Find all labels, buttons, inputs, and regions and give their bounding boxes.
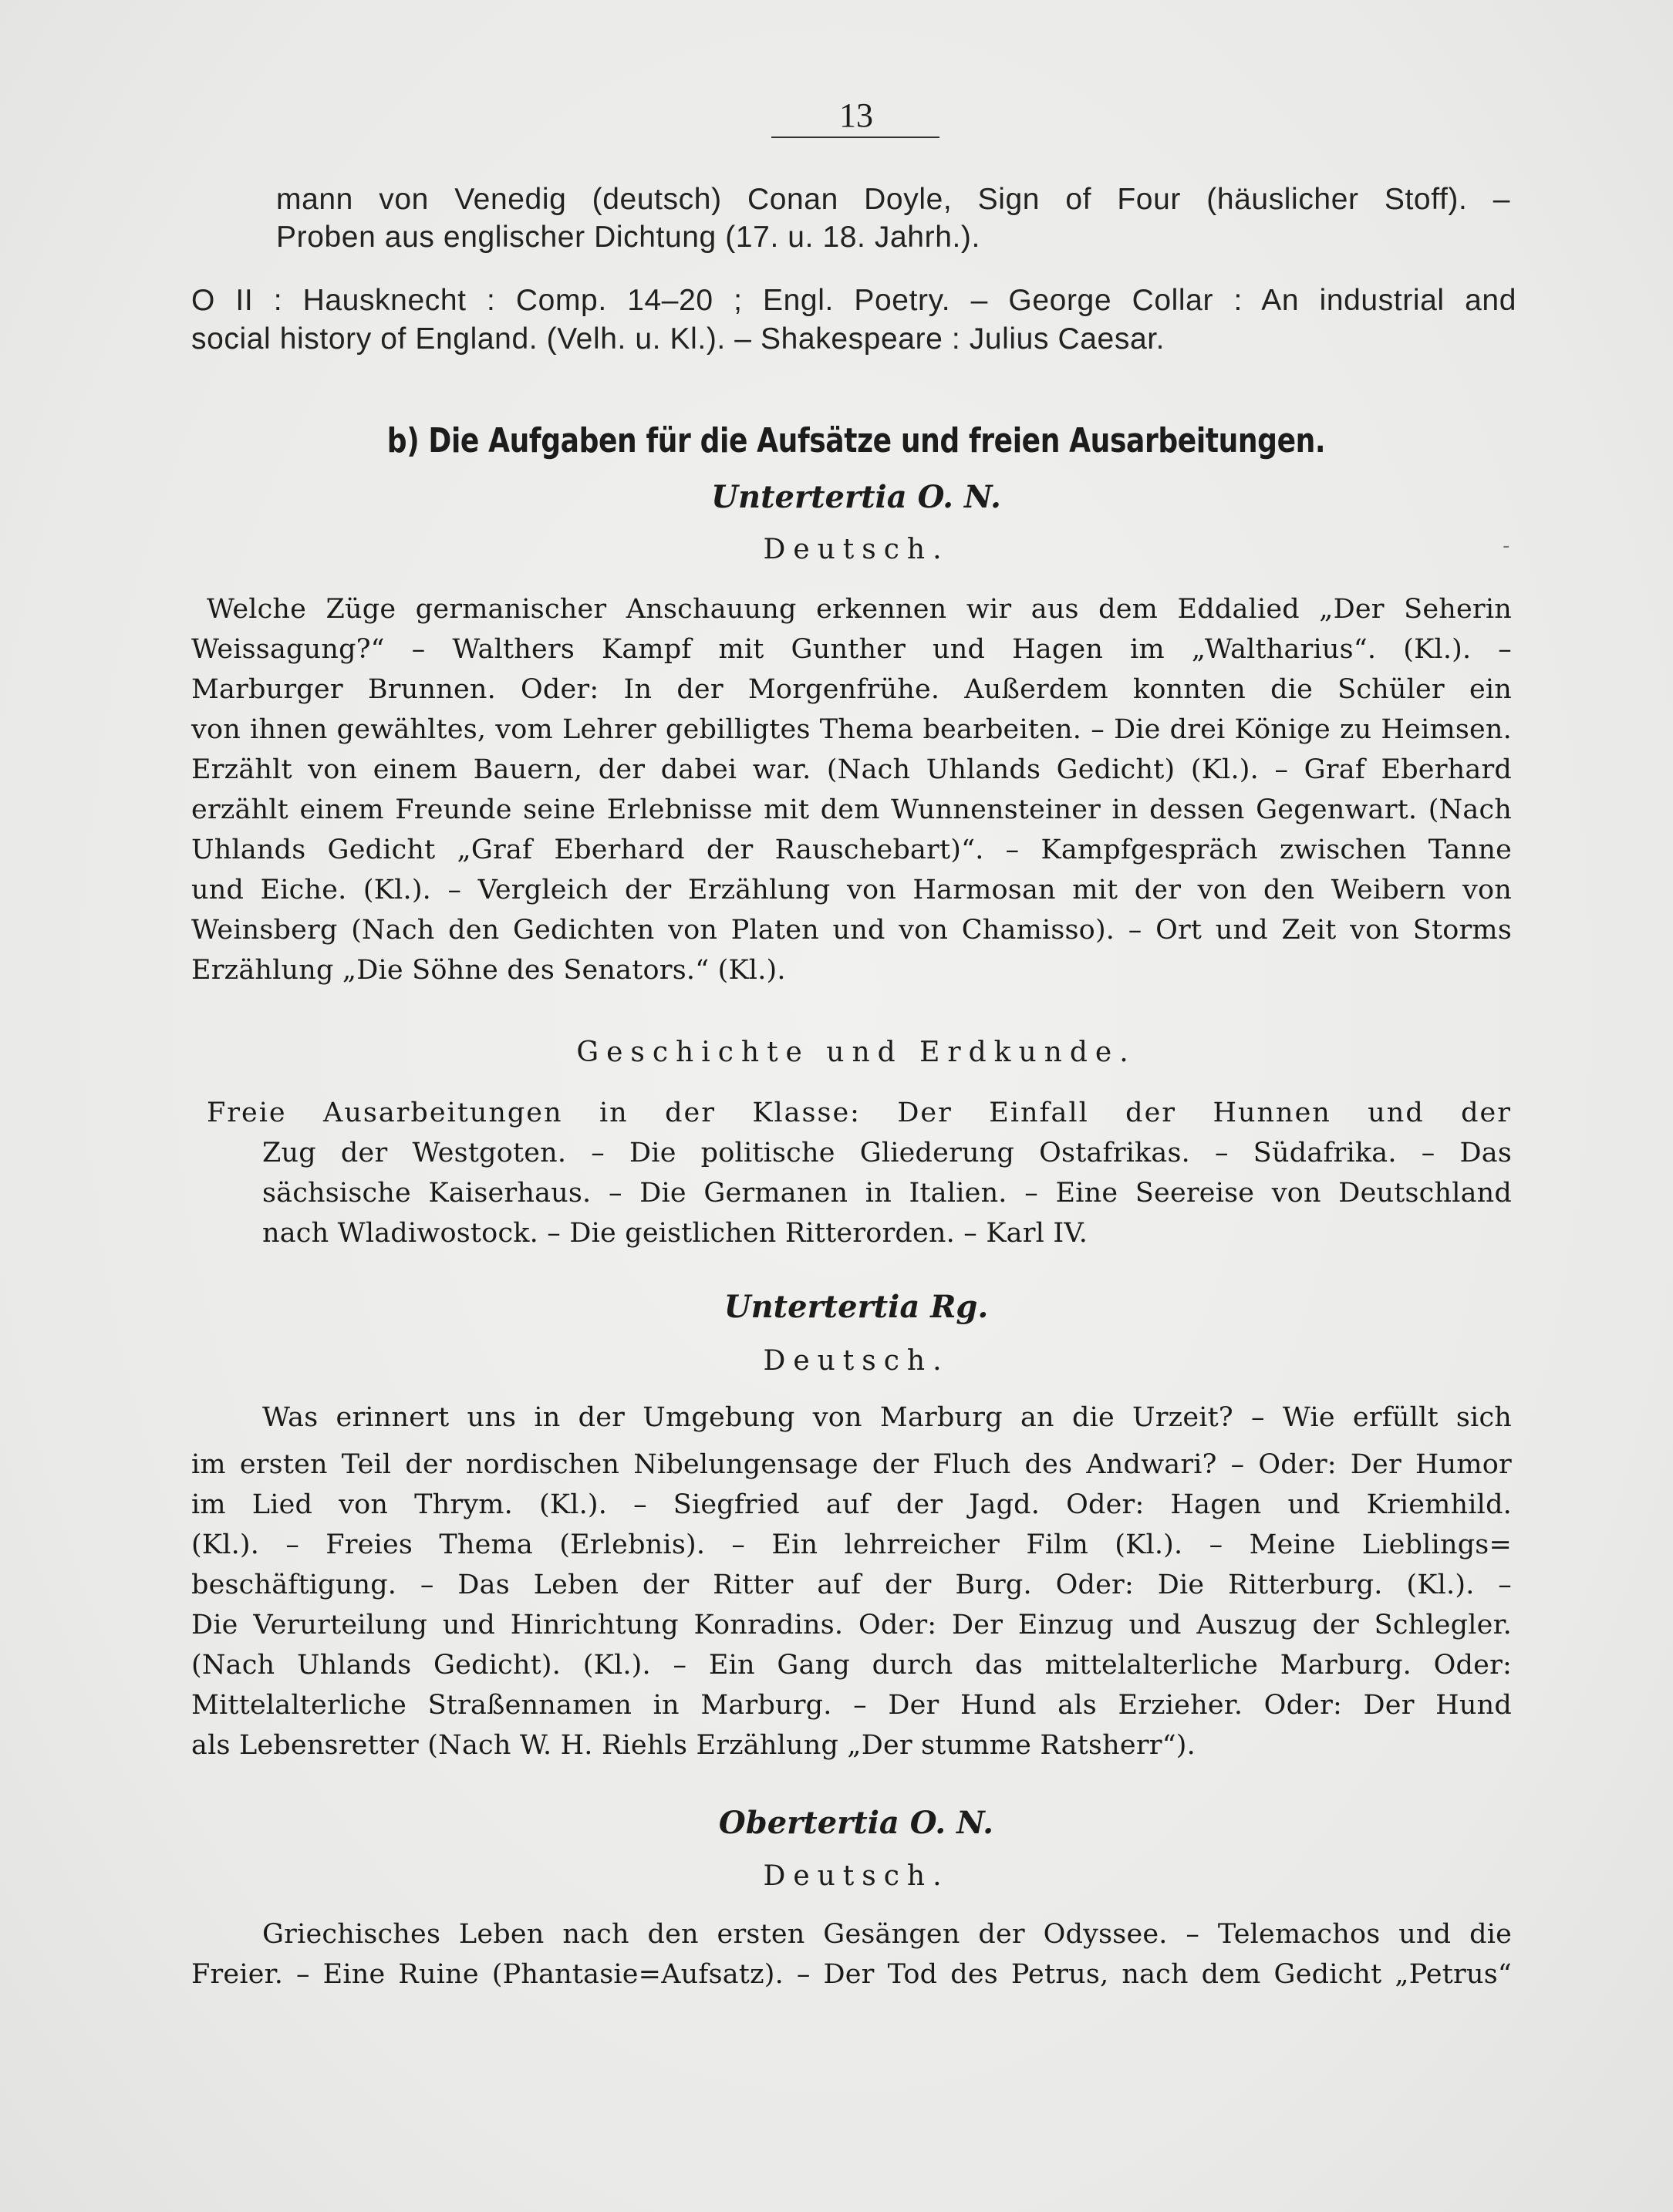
text-line: Erzählung „Die Söhne des Senators.“ (Kl.).: [191, 955, 786, 986]
text-line: von ihnen gewähltes, vom Lehrer gebilligtes Thema bearbeiten. – Die drei Könige zu Heimsen.: [191, 714, 1512, 745]
text-line: Griechisches Leben nach den ersten Gesängen der Odyssee. – Telemachos und die: [262, 1919, 1512, 1950]
text-line: Mittelalterliche Straßennamen in Marburg. – Der Hund als Erzieher. Oder: Der Hund: [191, 1690, 1512, 1721]
text-line: erzählt einem Freunde seine Erlebnisse mit dem Wunnensteiner in dessen Gegenwart. (Nach: [191, 794, 1512, 825]
oii-reading-line: social history of England. (Velh. u. Kl.). – Shakespeare : Julius Caesar.: [191, 322, 1165, 356]
text-line: nach Wladiwostock. – Die geistlichen Ritterorden. – Karl IV.: [262, 1218, 1088, 1249]
margin-tick: -: [1503, 534, 1510, 558]
text-line: Die Verurteilung und Hinrichtung Konradins. Oder: Der Einzug und Auszug der Schlegler.: [191, 1610, 1512, 1640]
class-heading-untertertia-rg: Untertertia Rg.: [724, 1289, 989, 1325]
page-number-rule: [771, 137, 939, 138]
text-line: Zug der Westgoten. – Die politische Gliederung Ostafrikas. – Südafrika. – Das: [262, 1138, 1512, 1168]
text-line: Weinsberg (Nach den Gedichten von Platen und von Chamisso). – Ort und Zeit von Storms: [191, 915, 1512, 946]
class-heading-obertertia-on: Obertertia O. N.: [718, 1805, 994, 1841]
text-line: Freie Ausarbeitungen in der Klasse: Der Einfall der Hunnen und der: [207, 1098, 1512, 1128]
subject-deutsch: Deutsch.: [763, 1345, 949, 1377]
text-line: als Lebensretter (Nach W. H. Riehls Erzählung „Der stumme Ratsherr“).: [191, 1730, 1196, 1761]
text-line: (Kl.). – Freies Thema (Erlebnis). – Ein lehrreicher Film (Kl.). – Meine Lieblings=: [191, 1529, 1512, 1560]
text-line: im Lied von Thrym. (Kl.). – Siegfried auf der Jagd. Oder: Hagen und Kriemhild.: [191, 1489, 1512, 1520]
text-line: Marburger Brunnen. Oder: In der Morgenfrühe. Außerdem konnten die Schüler ein: [191, 674, 1512, 705]
text-line: beschäftigung. – Das Leben der Ritter auf der Burg. Oder: Die Ritterburg. (Kl.). –: [191, 1570, 1512, 1600]
text-line: Freier. – Eine Ruine (Phantasie=Aufsatz). – Der Tod des Petrus, nach dem Gedicht „Petrus“: [191, 1959, 1512, 1990]
page-number: 13: [839, 96, 873, 134]
text-line: sächsische Kaiserhaus. – Die Germanen in Italien. – Eine Seereise von Deutschland: [262, 1178, 1512, 1209]
text-line: Weissagung?“ – Walthers Kampf mit Gunther und Hagen im „Waltharius“. (Kl.). –: [191, 634, 1512, 665]
text-line: im ersten Teil der nordischen Nibelungensage der Fluch des Andwari? – Oder: Der Humor: [191, 1449, 1512, 1480]
text-line: Uhlands Gedicht „Graf Eberhard der Rauschebart)“. – Kampfgespräch zwischen Tanne: [191, 835, 1512, 865]
class-heading-untertertia-on: Untertertia O. N.: [711, 479, 1001, 515]
oii-reading-line: O II : Hausknecht : Comp. 14–20 ; Engl. Poetry. – George Collar : An industrial and: [191, 284, 1516, 317]
section-heading: b) Die Aufgaben für die Aufsätze und freien Ausarbeitungen.: [386, 421, 1326, 460]
subject-deutsch: Deutsch.: [763, 1860, 949, 1892]
text-line: (Nach Uhlands Gedicht). (Kl.). – Ein Gang durch das mittelalterliche Marburg. Oder:: [191, 1650, 1512, 1681]
english-reading-line: Proben aus englischer Dichtung (17. u. 18. Jahrh.).: [276, 221, 980, 254]
text-line: und Eiche. (Kl.). – Vergleich der Erzählung von Harmosan mit der von den Weibern von: [191, 875, 1512, 905]
subject-geschichte-erdkunde: Geschichte und Erdkunde.: [576, 1037, 1136, 1068]
text-line: Erzählt von einem Bauern, der dabei war. (Nach Uhlands Gedicht) (Kl.). – Graf Eberhard: [191, 754, 1512, 785]
text-line: Was erinnert uns in der Umgebung von Marburg an die Urzeit? – Wie erfüllt sich: [262, 1402, 1512, 1433]
subject-deutsch: Deutsch.: [763, 534, 949, 565]
text-line: Welche Züge germanischer Anschauung erkennen wir aus dem Eddalied „Der Seherin: [207, 594, 1512, 625]
english-reading-line: mann von Venedig (deutsch) Conan Doyle, Sign of Four (häuslicher Stoff). –: [276, 183, 1510, 216]
